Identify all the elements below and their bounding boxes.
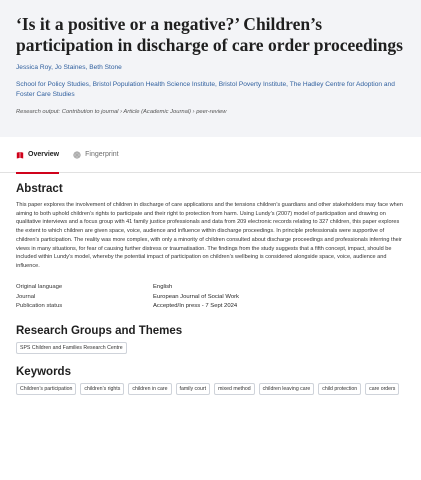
author-link[interactable]: Jo Staines: [54, 64, 86, 71]
meta-value: European Journal of Social Work: [153, 293, 240, 300]
meta-row-status: [16, 302, 405, 312]
author-list: [16, 64, 405, 71]
affiliation-link[interactable]: The Hadley Centre for Adoption and Foster Care Studies: [16, 81, 395, 98]
tab-overview-label: Overview: [28, 151, 60, 158]
meta-row-language: [16, 283, 405, 293]
keyword-tag[interactable]: family court: [176, 383, 211, 395]
book-icon: [16, 151, 24, 159]
abstract-heading: Abstract: [16, 183, 63, 195]
affiliation-separator: ,: [88, 81, 93, 88]
publication-header: [0, 0, 421, 137]
meta-value: Accepted/In press - 7 Sept 2024: [153, 303, 238, 310]
keyword-tag[interactable]: mixed method: [214, 383, 255, 395]
affiliation-separator: ,: [286, 81, 290, 88]
tab-overview[interactable]: [16, 137, 59, 173]
keyword-tag[interactable]: Children’s participation: [16, 383, 76, 395]
keyword-tag[interactable]: care orders: [365, 383, 399, 395]
meta-label: Publication status: [16, 303, 63, 310]
tab-bar: [0, 137, 421, 173]
author-separator: ,: [85, 64, 90, 71]
author-separator: ,: [51, 64, 55, 71]
affiliation-link[interactable]: Bristol Poverty Institute: [218, 81, 287, 88]
tab-fingerprint[interactable]: [73, 137, 118, 173]
abstract-text: This paper explores the involvement of children in discharge of care applications and the tensions children’s guardians and other stakeholders may face when aiming to both uphold children’s rights to participate and their right to protection from harm. Using Lundy’s (2007) model of participation and drawing on qualitative interviews and a focus group with 41 family justice professionals and data from 209 electronic records relating to 327 children, this paper explores the extent to which children are given space, voice, audience and influence within discharge proceedings. In principle professionals were supportive of children’s participation. The reality was more complex, with only a minority of children consulted about discharge proceedings and professionals inferring their views in many situations, for fear of causing further distress or traumatisation. The findings from the study suggests that a fifth concept, impact, should be included within Lundy’s model, whereby the potential impact of participation on children’s wellbeing is considered alongside space, voice, audience and influence.: [16, 202, 403, 269]
affiliation-link[interactable]: Bristol Population Health Science Institute: [92, 81, 216, 88]
output-type: Research output: Contribution to journal › Article (Academic Journal) › peer-review: [16, 109, 227, 115]
author-link[interactable]: Jessica Roy: [16, 64, 52, 71]
keyword-tag[interactable]: children in care: [128, 383, 171, 395]
page-title: ‘Is it a positive or a negative?’ Children’s participation in discharge of care order proceedings: [16, 14, 403, 55]
keyword-tag[interactable]: child protection: [318, 383, 361, 395]
keywords-heading: Keywords: [16, 366, 71, 379]
research-groups-list: [16, 342, 405, 354]
fingerprint-icon: [73, 151, 81, 159]
keyword-tag[interactable]: children’s rights: [80, 383, 124, 395]
affiliation-list: [16, 80, 405, 100]
meta-value: English: [153, 284, 173, 291]
meta-label: Original language: [16, 284, 63, 291]
meta-row-journal: [16, 292, 405, 302]
affiliation-separator: ,: [215, 81, 219, 88]
main-content: [0, 173, 421, 395]
metadata-table: [16, 283, 405, 312]
affiliation-link[interactable]: School for Policy Studies: [16, 81, 89, 88]
keyword-tag[interactable]: children leaving care: [259, 383, 315, 395]
research-groups-heading: Research Groups and Themes: [16, 325, 183, 338]
keywords-list: [16, 383, 405, 395]
research-group-tag[interactable]: SPS Children and Families Research Centre: [16, 342, 127, 354]
author-link[interactable]: Beth Stone: [89, 64, 122, 71]
tab-fingerprint-label: Fingerprint: [85, 151, 119, 158]
meta-label: Journal: [16, 293, 36, 300]
